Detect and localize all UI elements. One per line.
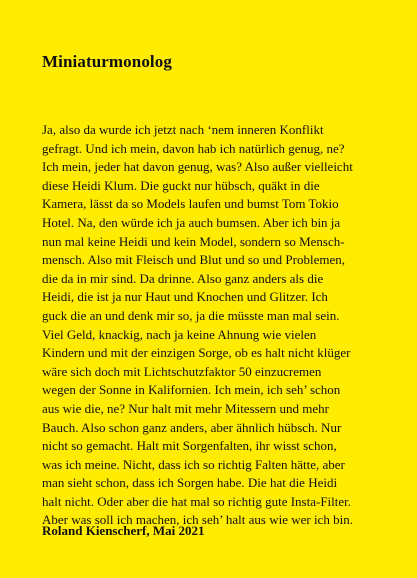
body-line: wegen der Sonne in Kalifornien. Ich mein, ich seh’ schon	[42, 382, 341, 398]
body-line: Bauch. Also schon ganz anders, aber ähnlich hübsch. Nur	[42, 419, 342, 435]
body-line: guck die an und denk mir so, ja die müsste man mal sein.	[42, 307, 340, 323]
body-line: Hotel. Na, den würde ich ja auch bumsen. Aber ich bin ja	[42, 214, 341, 230]
body-line: die da in mir sind. Da drinne. Also ganz anders als die	[42, 270, 324, 286]
body-line: Ja, also da wurde ich jetzt nach ‘nem inneren Konflikt	[42, 122, 324, 137]
body-line: nicht so gemacht. Halt mit Sorgenfalten, ihr wisst schon,	[42, 438, 337, 454]
body-line: wäre sich doch mit Lichtschutzfaktor 50 einzucremen	[42, 363, 322, 379]
body-line: was ich meine. Nicht, dass ich so richtig Falten hätte, aber	[42, 456, 345, 472]
body-line: nun mal keine Heidi und kein Model, sondern so Mensch-	[42, 233, 345, 249]
body-line: Viel Geld, knackig, nach ja keine Ahnung wie vielen	[42, 326, 317, 342]
monologue-body	[42, 121, 382, 530]
body-line: Aber was soll ich machen, ich seh’ halt aus wie wer ich bin.	[42, 512, 353, 528]
body-line: diese Heidi Klum. Die guckt nur hübsch, quäkt in die	[42, 177, 320, 193]
document-title: Miniaturmonolog	[42, 52, 172, 71]
body-line: gefragt. Und ich mein, davon hab ich natürlich genug, ne?	[42, 140, 345, 156]
body-line: man sieht schon, dass ich Sorgen habe. Die hat die Heidi	[42, 475, 338, 491]
body-line: halt nicht. Oder aber die hat mal so richtig gute Insta-Filter.	[42, 493, 352, 509]
body-line: Kamera, lässt da so Models laufen und bumst Tom Tokio	[42, 196, 339, 212]
body-line: Kindern und mit der einzigen Sorge, ob es halt nicht klüger	[42, 345, 351, 361]
author-signature: Roland Kienscherf, Mai 2021	[42, 523, 205, 538]
body-line: mensch. Also mit Fleisch und Blut und so und Problemen,	[42, 252, 345, 268]
body-line: aus wie die, ne? Nur halt mit mehr Mitessern und mehr	[42, 400, 330, 416]
body-line: Ich mein, jeder hat davon genug, was? Also außer vielleicht	[42, 159, 353, 175]
body-line: Heidi, die ist ja nur Haut und Knochen und Glitzer. Ich	[42, 289, 328, 305]
